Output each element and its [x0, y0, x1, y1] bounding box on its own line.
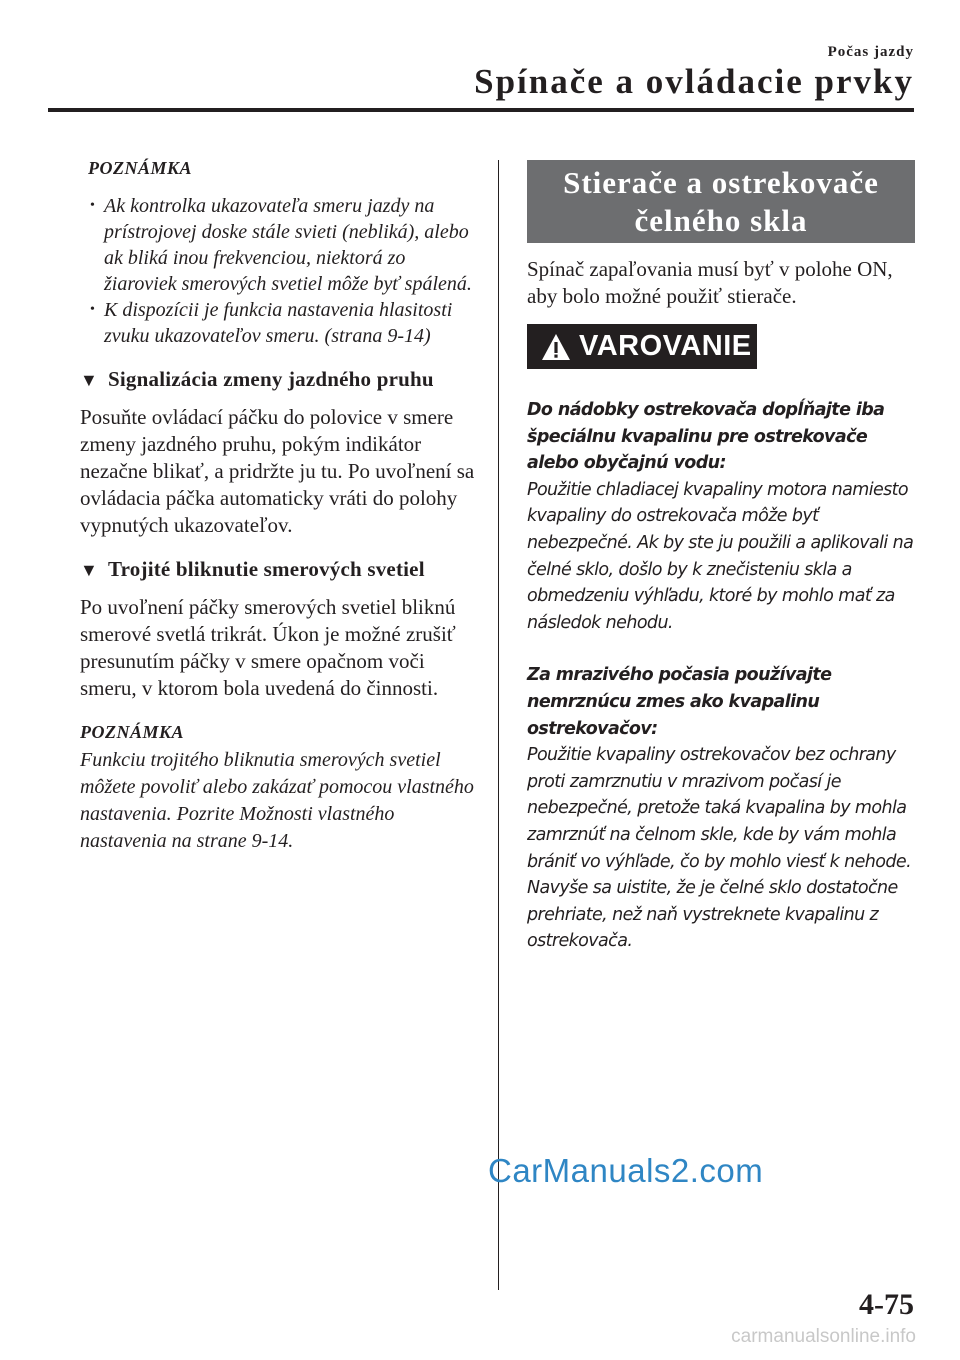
- warning-badge: [527, 324, 757, 369]
- section-heading-triple-flash: [80, 557, 480, 582]
- note-body: Funkciu trojitého bliknutia smerových svetiel môžete povoliť alebo zakázať pomocou vlastného nastavenia. Pozrite Možnosti vlastného nastavenia na strane 9-14.: [80, 749, 474, 852]
- section-heading-text: Signalizácia zmeny jazdného pruhu: [108, 367, 434, 391]
- warning-heading: Za mrazivého počasia používajte nemrznúcu zmes ako kvapalinu ostrekovačov:: [527, 665, 832, 739]
- section-heading-text: Trojité bliknutie smerových svetiel: [108, 557, 425, 581]
- warning-body: [527, 397, 917, 955]
- watermark-logo: CarManuals2.com: [488, 1152, 764, 1189]
- header-rule: [48, 108, 914, 112]
- warning-triangle-icon: [541, 333, 571, 361]
- warning-label: VAROVANIE: [579, 330, 752, 362]
- ignition-instruction: Spínač zapaľovania musí byť v polohe ON, aby bolo možné použiť stierače.: [527, 257, 893, 308]
- note-bullet-list: [80, 193, 480, 349]
- note-heading: POZNÁMKA: [80, 722, 185, 742]
- section-body: Po uvoľnení páčky smerových svetiel bliknú smerové svetlá trikrát. Úkon je možné zrušiť presunutím páčky v smere opačnom voči smeru, v ktorom bola uvedená do činnosti.: [80, 595, 456, 700]
- left-column: [80, 158, 480, 855]
- warning-text: Použitie chladiacej kvapaliny motora namiesto kvapaliny do ostrekovača môže byť nebezpečné. Ak by ste ju použili a aplikovali na čelné sklo, došlo by k znečisteniu skla a obmedzeniu výhľadu, ktoré by mohlo mať za následok nehodu.: [527, 479, 914, 633]
- note-bullet: • K dispozícii je funkcia nastavenia hlasitosti zvuku ukazovateľov smeru. (strana 9-14): [80, 297, 480, 349]
- running-header-title: Spínače a ovládacie prvky: [474, 62, 914, 101]
- section-body: Posuňte ovládací páčku do polovice v smere zmeny jazdného pruhu, pokým indikátor nezačne blikať, a pridržte ju tu. Po uvoľnení sa ovládacia páčka automaticky vráti do polohy vypnutých ukazovateľov.: [80, 405, 475, 537]
- banner-line: čelného skla: [634, 203, 808, 238]
- section-title-banner: [527, 160, 915, 243]
- warning-heading: Do nádobky ostrekovača dopĺňajte iba špeciálnu kvapalinu pre ostrekovače alebo obyčajnú vodu:: [527, 400, 885, 474]
- warning-text: Použitie kvapaliny ostrekovačov bez ochrany proti zamrznutiu v mrazivom počasí je nebezpečné, pretože taká kvapalina by mohla zamrznúť na čelnom skle, kde by vám mohla brániť vo výhľade, čo by mohlo viesť k nehode. Navyše sa uistite, že je čelné sklo dostatočne prehriate, než naň vystreknete kvapalinu z ostrekovača.: [527, 745, 912, 952]
- column-divider: [498, 160, 499, 1290]
- triangle-down-icon: ▼: [80, 370, 99, 390]
- site-watermark: carmanualsonline.info: [731, 1326, 916, 1347]
- page-number: 4-75: [859, 1288, 914, 1321]
- banner-line: Stierače a ostrekovače: [563, 165, 879, 200]
- note-bullet: • Ak kontrolka ukazovateľa smeru jazdy na prístrojovej doske stále svieti (nebliká), alebo ak bliká inou frekvenciou, niektorá zo žiaroviek smerových svetiel môže byť spálená.: [80, 193, 480, 297]
- note-heading: POZNÁMKA: [88, 158, 193, 178]
- triangle-down-icon: ▼: [80, 560, 99, 580]
- section-heading-lane-change: [80, 367, 480, 392]
- running-header-section: Počas jazdy: [827, 44, 914, 60]
